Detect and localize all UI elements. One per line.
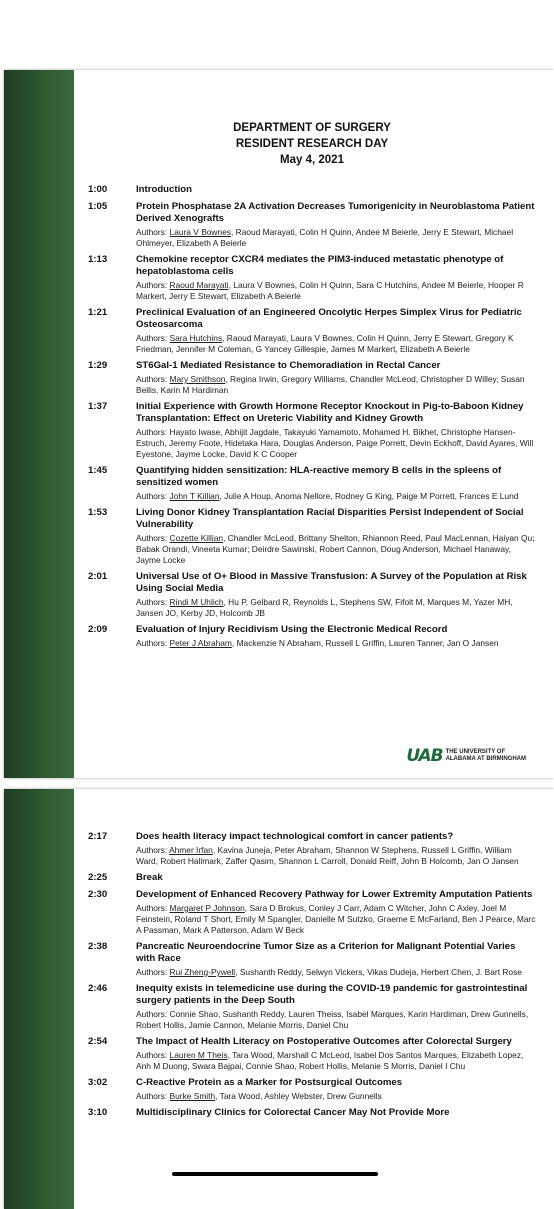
entry-body bbox=[136, 571, 536, 619]
schedule-entry bbox=[88, 983, 536, 1031]
presenting-author: Sara Hutchins bbox=[169, 333, 223, 343]
authors-prefix: Authors: bbox=[136, 967, 170, 977]
schedule-list-page-2 bbox=[88, 831, 536, 1119]
document-page-1 bbox=[4, 70, 554, 778]
entry-authors bbox=[136, 333, 536, 355]
entry-body bbox=[136, 360, 536, 396]
entry-title: Multidisciplinary Clinics for Colorectal Cancer May Not Provide More bbox=[136, 1107, 450, 1118]
schedule-entry bbox=[88, 831, 536, 867]
authors-prefix: Authors: bbox=[136, 845, 170, 855]
authors-prefix: Authors: bbox=[136, 374, 170, 384]
entry-body bbox=[136, 941, 536, 978]
uab-logo bbox=[406, 746, 526, 766]
entry-time: 2:09 bbox=[88, 624, 108, 635]
co-authors: , Kavina Juneja, Peter Abraham, Shannon W Stephens, Russell L Griffin, William Ward, Robert Hallmark, Zaffer Qasim, Shannon L Carroll, Donald Reiff, John B Holcomb, Jan O Jansen bbox=[136, 845, 519, 866]
schedule-entry bbox=[88, 872, 536, 884]
entry-time: 2:25 bbox=[88, 872, 108, 883]
entry-time: 2:17 bbox=[88, 831, 108, 842]
presenting-author: Lauren M Theis bbox=[169, 1050, 228, 1060]
entry-time: 1:53 bbox=[88, 507, 108, 518]
schedule-entry bbox=[88, 624, 536, 649]
entry-time: 2:01 bbox=[88, 571, 108, 582]
co-authors: , Mackenzie N Abraham, Russell L Griffin, Lauren Tanner, Jan O Jansen bbox=[231, 638, 499, 648]
entry-body bbox=[136, 1036, 536, 1072]
green-sidebar-stripe bbox=[4, 70, 74, 778]
co-authors: , Regina Irwin, Gregory Williams, Chandler McLeod, Christopher D Willey, Susan Bellis, Karin M Hardiman bbox=[136, 374, 525, 395]
entry-authors bbox=[136, 597, 536, 619]
entry-time: 1:13 bbox=[88, 254, 108, 265]
entry-title: Initial Experience with Growth Hormone Receptor Knockout in Pig-to-Baboon Kidney Transplantation: Effect on Ureteric Viability and Kidney Growth bbox=[136, 401, 524, 424]
entry-title: ST6Gal-1 Mediated Resistance to Chemoradiation in Rectal Cancer bbox=[136, 360, 441, 371]
entry-title: Evaluation of Injury Recidivism Using the Electronic Medical Record bbox=[136, 624, 448, 635]
authors-prefix: Authors: bbox=[136, 491, 170, 501]
entry-title: Preclinical Evaluation of an Engineered Oncolytic Herpes Simplex Virus for Pediatric Osteosarcoma bbox=[136, 307, 522, 330]
entry-authors bbox=[136, 1091, 536, 1102]
entry-body bbox=[136, 401, 536, 460]
presenting-author: John T Killian bbox=[169, 491, 220, 501]
entry-body bbox=[136, 184, 536, 196]
entry-authors bbox=[136, 227, 536, 249]
entry-time: 2:30 bbox=[88, 889, 108, 900]
co-authors: Connie Shao, Sushanth Reddy, Lauren Theiss, Isabel Marques, Karin Hardiman, Drew Gunnells, Robert Hollis, Jamie Cannon, Melanie Morris, Daniel Chu bbox=[136, 1009, 529, 1030]
entry-time: 1:45 bbox=[88, 465, 108, 476]
entry-title: Chemokine receptor CXCR4 mediates the PIM3-induced metastatic phenotype of hepatoblastoma cells bbox=[136, 254, 504, 277]
entry-body bbox=[136, 307, 536, 355]
authors-prefix: Authors: bbox=[136, 903, 170, 913]
entry-body bbox=[136, 465, 536, 502]
department-title: DEPARTMENT OF SURGERY bbox=[233, 122, 391, 134]
uab-logo-mark: UAB bbox=[406, 746, 443, 766]
presenting-author: Rindi M Uhlich bbox=[169, 597, 224, 607]
authors-prefix: Authors: bbox=[136, 427, 170, 437]
page-2-content bbox=[88, 831, 536, 1124]
entry-title: Inequity exists in telemedicine use during the COVID-19 pandemic for gastrointestinal surgery patients in the Deep South bbox=[136, 983, 528, 1006]
entry-title: The Impact of Health Literacy on Postoperative Outcomes after Colorectal Surgery bbox=[136, 1036, 512, 1047]
co-authors: , Tara Wood, Ashley Webster, Drew Gunnells bbox=[215, 1091, 382, 1101]
schedule-entry bbox=[88, 254, 536, 302]
schedule-entry bbox=[88, 360, 536, 396]
entry-body bbox=[136, 983, 536, 1031]
authors-prefix: Authors: bbox=[136, 533, 170, 543]
schedule-entry bbox=[88, 465, 536, 502]
entry-time: 2:38 bbox=[88, 941, 108, 952]
presenting-author: Raoud Marayati bbox=[169, 280, 229, 290]
entry-body bbox=[136, 872, 536, 884]
entry-title: Break bbox=[136, 872, 163, 883]
entry-authors bbox=[136, 374, 536, 396]
presenting-author: Cozette Killian bbox=[169, 533, 224, 543]
co-authors: , Laura V Bownes, Colin H Quinn, Sara C Hutchins, Andee M Beierle, Hooper R Markert, Jerry E Stewart, Elizabeth A Beierle bbox=[136, 280, 524, 301]
co-authors: , Raoud Marayati, Colin H Quinn, Andee M Beierle, Jerry E Stewart, Michael Ohlmeyer, Elizabeth A Beierle bbox=[136, 227, 514, 248]
co-authors: , Chandler McLeod, Brittany Shelton, Rhiannon Reed, Paul MacLennan, Haiyan Qu; Babak Orandi, Vineeta Kumar; Deirdre Sawinski, Robert Cannon, Doug Anderson, Michael Hanaway, Jayme Locke bbox=[136, 533, 535, 565]
authors-prefix: Authors: bbox=[136, 227, 170, 237]
co-authors: , Hu P, Gelbard R, Reynolds L, Stephens SW, Fifolt M, Marques M, Yazer MH, Jansen JO, Kerby JD, Holcomb JB bbox=[136, 597, 513, 618]
presenting-author: Mary Smithson bbox=[169, 374, 226, 384]
entry-body bbox=[136, 254, 536, 302]
entry-title: Living Donor Kidney Transplantation Racial Disparities Persist Independent of Social Vulnerability bbox=[136, 507, 524, 530]
uab-logo-text: THE UNIVERSITY OF ALABAMA AT BIRMINGHAM bbox=[445, 749, 526, 762]
entry-authors bbox=[136, 903, 536, 936]
entry-body bbox=[136, 507, 536, 566]
presenting-author: Ahmer Irfan bbox=[169, 845, 213, 855]
entry-time: 3:02 bbox=[88, 1077, 108, 1088]
entry-authors bbox=[136, 967, 536, 978]
event-title: RESIDENT RESEARCH DAY bbox=[235, 138, 389, 150]
schedule-entry bbox=[88, 1077, 536, 1102]
green-sidebar-stripe bbox=[4, 789, 74, 1209]
entry-time: 1:29 bbox=[88, 360, 108, 371]
page-1-content bbox=[88, 120, 536, 654]
entry-body bbox=[136, 201, 536, 249]
schedule-entry bbox=[88, 307, 536, 355]
schedule-entry bbox=[88, 571, 536, 619]
schedule-entry bbox=[88, 507, 536, 566]
co-authors: , Julie A Houp, Anoma Nellore, Rodney G King, Paige M Porrett, Frances E Lund bbox=[219, 491, 519, 501]
entry-time: 2:54 bbox=[88, 1036, 108, 1047]
authors-prefix: Authors: bbox=[136, 638, 170, 648]
co-authors: , Raoud Marayati, Laura V Bownes, Colin H Quinn, Jerry E Stewart, Gregory K Friedman, Jennifer M Coleman, G Yancey Gillespie, James M Markert, Elizabeth A Beierle bbox=[136, 333, 514, 354]
entry-authors bbox=[136, 1009, 536, 1031]
schedule-entry bbox=[88, 401, 536, 460]
entry-title: Protein Phosphatase 2A Activation Decreases Tumorigenicity in Neuroblastoma Patient Derived Xenografts bbox=[136, 201, 535, 224]
entry-authors bbox=[136, 845, 536, 867]
co-authors: , Sara D Brokus, Conley J Carr, Adam C Witcher, John C Axley, Joel M Feinstein, Roland T Short, Emily M Spangler, Danielle M Sutzko, Graeme E McFarland, Ben J Pearce, Marc A Passman, Mark A Patterson, Adam W Beck bbox=[136, 903, 536, 935]
document-page-2 bbox=[4, 789, 554, 1209]
entry-title: Does health literacy impact technological comfort in cancer patients? bbox=[136, 831, 454, 842]
schedule-entry bbox=[88, 941, 536, 978]
authors-prefix: Authors: bbox=[136, 1091, 170, 1101]
entry-body bbox=[136, 889, 536, 936]
authors-prefix: Authors: bbox=[136, 280, 170, 290]
presenting-author: Laura V Bownes bbox=[169, 227, 231, 237]
entry-title: Development of Enhanced Recovery Pathway for Lower Extremity Amputation Patients bbox=[136, 889, 533, 900]
entry-title: Pancreatic Neuroendocrine Tumor Size as a Criterion for Malignant Potential Varies with Race bbox=[136, 941, 516, 964]
co-authors: , Sushanth Reddy, Selwyn Vickers, Vikas Dudeja, Herbert Chen, J. Bart Rose bbox=[235, 967, 522, 977]
schedule-entry bbox=[88, 889, 536, 936]
entry-time: 2:46 bbox=[88, 983, 108, 994]
entry-title: Quantifying hidden sensitization: HLA-reactive memory B cells in the spleens of sensitized women bbox=[136, 465, 502, 488]
entry-authors bbox=[136, 491, 536, 502]
co-authors: , Tara Wood, Marshall C McLeod, Isabel Dos Santos Marques, Elizabeth Lopez, Anh M Duong, Swara Bajpai, Connie Shao, Robert Hollis, Melanie S Morris, Daniel I Chu bbox=[136, 1050, 524, 1071]
entry-body bbox=[136, 1077, 536, 1102]
entry-authors bbox=[136, 427, 536, 460]
entry-authors bbox=[136, 280, 536, 302]
presenting-author: Burke Smith bbox=[169, 1091, 216, 1101]
authors-prefix: Authors: bbox=[136, 1050, 170, 1060]
entry-title: Universal Use of O+ Blood in Massive Transfusion: A Survey of the Population at Risk Using Social Media bbox=[136, 571, 527, 594]
schedule-list-page-1 bbox=[88, 184, 536, 649]
authors-prefix: Authors: bbox=[136, 1009, 170, 1019]
entry-authors bbox=[136, 638, 536, 649]
co-authors: Hayato Iwase, Abhijit Jagdale, Takayuki Yamamoto, Mohamed H. Bikhet, Christophe Hansen-Estruch, Jeremy Foote, Hidetaka Hara, Douglas Anderson, Paige Porrett, Devin Eckhoff, David Ayares, Will Eyestone, Jayme Locke, David K C Cooper bbox=[136, 427, 534, 459]
entry-title: C-Reactive Protein as a Marker for Postsurgical Outcomes bbox=[136, 1077, 403, 1088]
presenting-author: Rui Zheng-Pywell bbox=[169, 967, 236, 977]
schedule-entry bbox=[88, 1036, 536, 1072]
schedule-entry bbox=[88, 1107, 536, 1119]
entry-time: 1:00 bbox=[88, 184, 108, 195]
event-date: May 4, 2021 bbox=[280, 154, 344, 166]
authors-prefix: Authors: bbox=[136, 597, 170, 607]
entry-time: 3:10 bbox=[88, 1107, 108, 1118]
entry-body bbox=[136, 1107, 536, 1119]
entry-title: Introduction bbox=[136, 184, 192, 195]
entry-body bbox=[136, 624, 536, 649]
entry-authors bbox=[136, 1050, 536, 1072]
redaction-bar bbox=[172, 1172, 378, 1176]
entry-authors bbox=[136, 533, 536, 566]
document-header bbox=[88, 120, 536, 168]
entry-time: 1:05 bbox=[88, 201, 108, 212]
presenting-author: Peter J Abraham bbox=[169, 638, 232, 648]
authors-prefix: Authors: bbox=[136, 333, 170, 343]
entry-time: 1:21 bbox=[88, 307, 108, 318]
schedule-entry bbox=[88, 184, 536, 196]
entry-body bbox=[136, 831, 536, 867]
schedule-entry bbox=[88, 201, 536, 249]
presenting-author: Margaret P Johnson bbox=[169, 903, 245, 913]
entry-time: 1:37 bbox=[88, 401, 108, 412]
